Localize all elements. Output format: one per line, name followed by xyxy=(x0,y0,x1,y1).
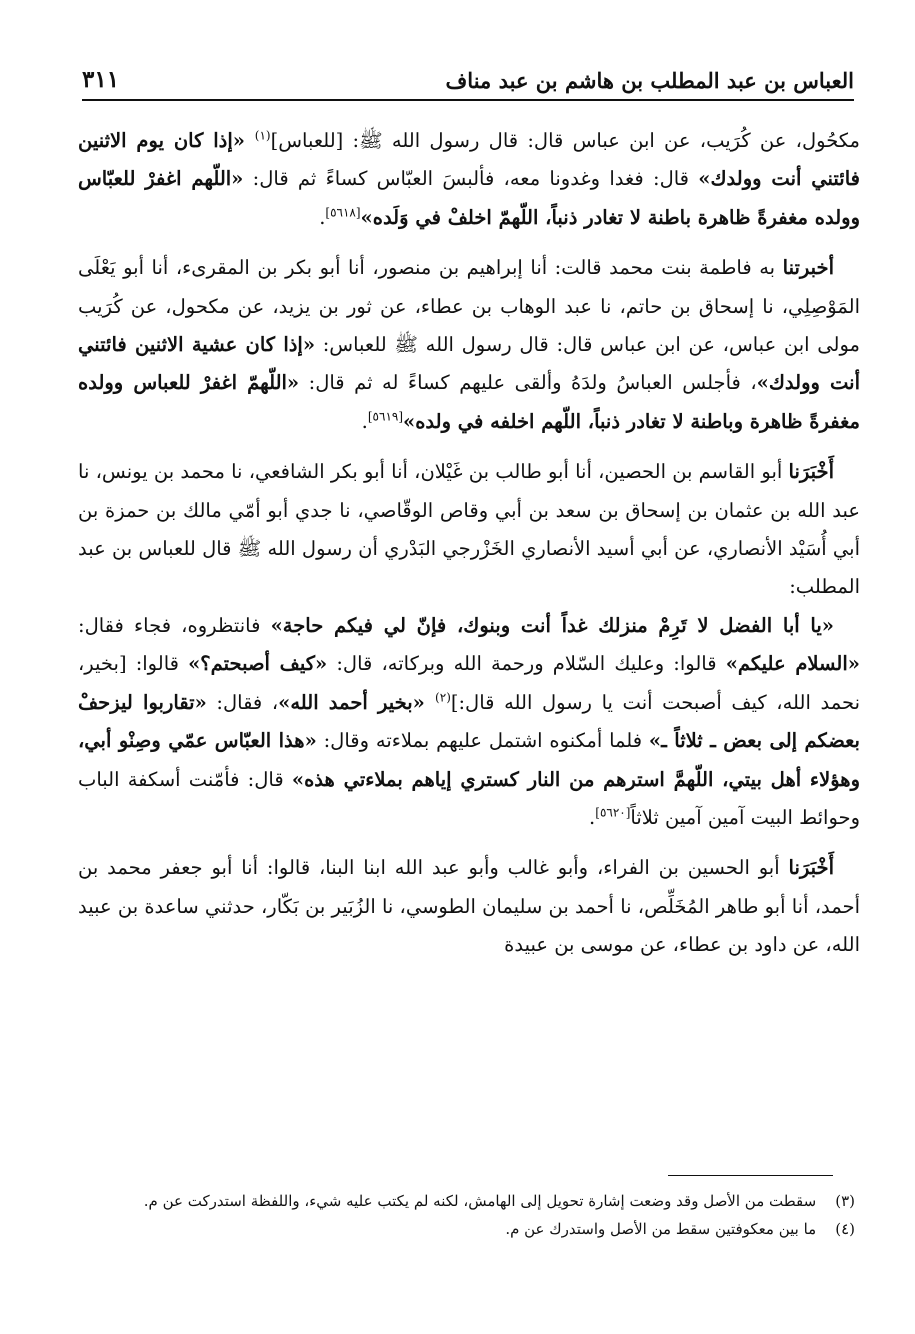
paragraph xyxy=(78,849,860,964)
chain-opening: أَخْبَرَنا xyxy=(788,856,834,880)
paragraph xyxy=(78,249,860,441)
hadith-number: [٥٦١٩] xyxy=(367,409,404,424)
footnote-text: سقطت من الأصل وقد وضعت إشارة تحويل إلى الهامش، لكنه لم يكتب عليه شيء، واللفظة استدركت عن م. xyxy=(143,1192,817,1210)
paragraph xyxy=(78,453,860,607)
hadith-quote: «السلام عليكم» xyxy=(725,652,860,676)
hadith-quote: «بخير أحمد الله» xyxy=(278,690,436,714)
text-segment: قال: فأمّنت أسكفة الباب وحوائط البيت آمين آمين ثلاثاً xyxy=(78,767,860,829)
hadith-quote: «كيف أصبحتم؟» xyxy=(188,652,328,676)
text-segment: قالوا: [بخير، نحمد الله، كيف أصبحت أنت يا رسول الله قال:] xyxy=(78,652,861,714)
hadith-quote: «اللّهمّ اغفرْ للعباس وولده مغفرةً ظاهرة وباطنة لا تغادر ذنباً، اللّهم اخلفه في ولده» xyxy=(78,371,860,433)
text-segment: مكحُول، عن كُرَيب، عن ابن عباس قال: قال رسول الله ﷺ: [للعباس] xyxy=(270,129,860,152)
text-segment: قالوا: وعليك السّلام ورحمة الله وبركاته، قال: xyxy=(327,652,726,676)
hadith-quote: «تقاربوا ليزحفْ بعضكم إلى بعض ـ ثلاثاً ـ» xyxy=(78,690,860,753)
footnote-number: (٤) xyxy=(835,1220,855,1238)
footnote-ref: (٢) xyxy=(435,690,451,705)
hadith-quote: «هذا العبّاس عمّي وصِنْو أبي، وهؤلاء أهل بيتي، اللّهمَّ استرهم من النار كستري إياهم بملاءتي هذه» xyxy=(78,729,860,791)
hadith-quote: «اللّهم اغفرْ للعبّاس وولده مغفرةً ظاهرة باطنة لا تغادر ذنباً، اللّهمّ اخلفْ في وَلَده» xyxy=(78,167,860,229)
footnote-number: (٣) xyxy=(835,1192,855,1210)
page-number: ٣١١ xyxy=(82,66,120,93)
text-segment: أبو القاسم بن الحصين، أنا أبو طالب بن غَيْلان، أنا أبو بكر الشافعي، نا محمد بن يونس، نا عبد الله بن عثمان بن إسحاق بن سعد بن أبي وقاص الوقّاصي، نا جدي أبو أمّي مالك بن حمزة بن أبي أُسَيْد الأنصاري، عن أبي أسيد الأنصاري الخَزْرجي البَدْري أن رسول الله ﷺ قال للعباس بن عبد المطلب: xyxy=(78,460,860,599)
chain-opening: أَخْبَرَنا xyxy=(788,460,834,484)
hadith-quote: «إذا كان عشية الاثنين فائتني أنت وولدك» xyxy=(78,333,860,395)
text-segment: به فاطمة بنت محمد قالت: أنا إبراهيم بن منصور، أنا أبو بكر بن المقرىء، أنا أبو يَعْلَى المَوْصِلِي، نا إسحاق بن حاتم، نا عبد الوهاب بن عطاء، عن ثور بن يزيد، عن مكحول، عن كُرَيب مولى ابن عباس، عن ابن عباس قال: قال رسول الله ﷺ للعباس: xyxy=(78,256,860,357)
footnote xyxy=(80,1216,855,1242)
page-header xyxy=(82,66,854,101)
chain-opening: أخبرتنا xyxy=(782,256,834,280)
footnotes xyxy=(80,1188,855,1244)
footnote xyxy=(80,1188,855,1214)
text-segment: . xyxy=(361,409,368,433)
text-segment: ، فقال: xyxy=(206,690,279,714)
footnote-text: ما بين معكوفتين سقط من الأصل واستدرك عن م. xyxy=(505,1220,817,1238)
text-segment: ، فأجلس العباسُ ولدَهُ وألقى عليهم كساءً له ثم قال: xyxy=(299,371,757,395)
hadith-number: [٥٦٢٠] xyxy=(595,805,631,820)
text-segment: . xyxy=(319,205,326,229)
hadith-number: [٥٦١٨] xyxy=(325,205,361,220)
paragraph xyxy=(78,607,860,837)
footnote-divider xyxy=(668,1175,833,1176)
text-segment: قال: فغدا وغدونا معه، فألبسَ العبّاس كساءً ثم قال: xyxy=(243,167,699,191)
footnote-ref: (١) xyxy=(254,128,271,143)
text-segment: أبو الحسين بن الفراء، وأبو غالب وأبو عبد الله ابنا البنا، قالوا: أنا أبو جعفر محمد بن أحمد، أنا أبو طاهر المُخَلِّص، نا أحمد بن سليمان الطوسي، نا الزُبَير بن بَكّار، حدثني ساعدة بن عبيد الله، عن داود بن عطاء، عن موسى بن عبيدة xyxy=(78,856,860,957)
text-segment: فانتظروه، فجاء فقال: xyxy=(78,613,271,637)
text-segment: . xyxy=(589,805,596,829)
running-title: العباس بن عبد المطلب بن هاشم بن عبد مناف xyxy=(445,68,854,93)
main-text xyxy=(78,122,860,965)
hadith-quote: «إذا كان يوم الاثنين فائتني أنت وولدك» xyxy=(78,129,860,191)
text-segment: فلما أمكنوه اشتمل عليهم بملاءته وقال: xyxy=(316,729,649,753)
hadith-quote: «يا أبا الفضل لا تَرِمْ منزلك غداً أنت وبنوك، فإنّ لي فيكم حاجة» xyxy=(270,613,834,637)
paragraph xyxy=(78,122,860,237)
